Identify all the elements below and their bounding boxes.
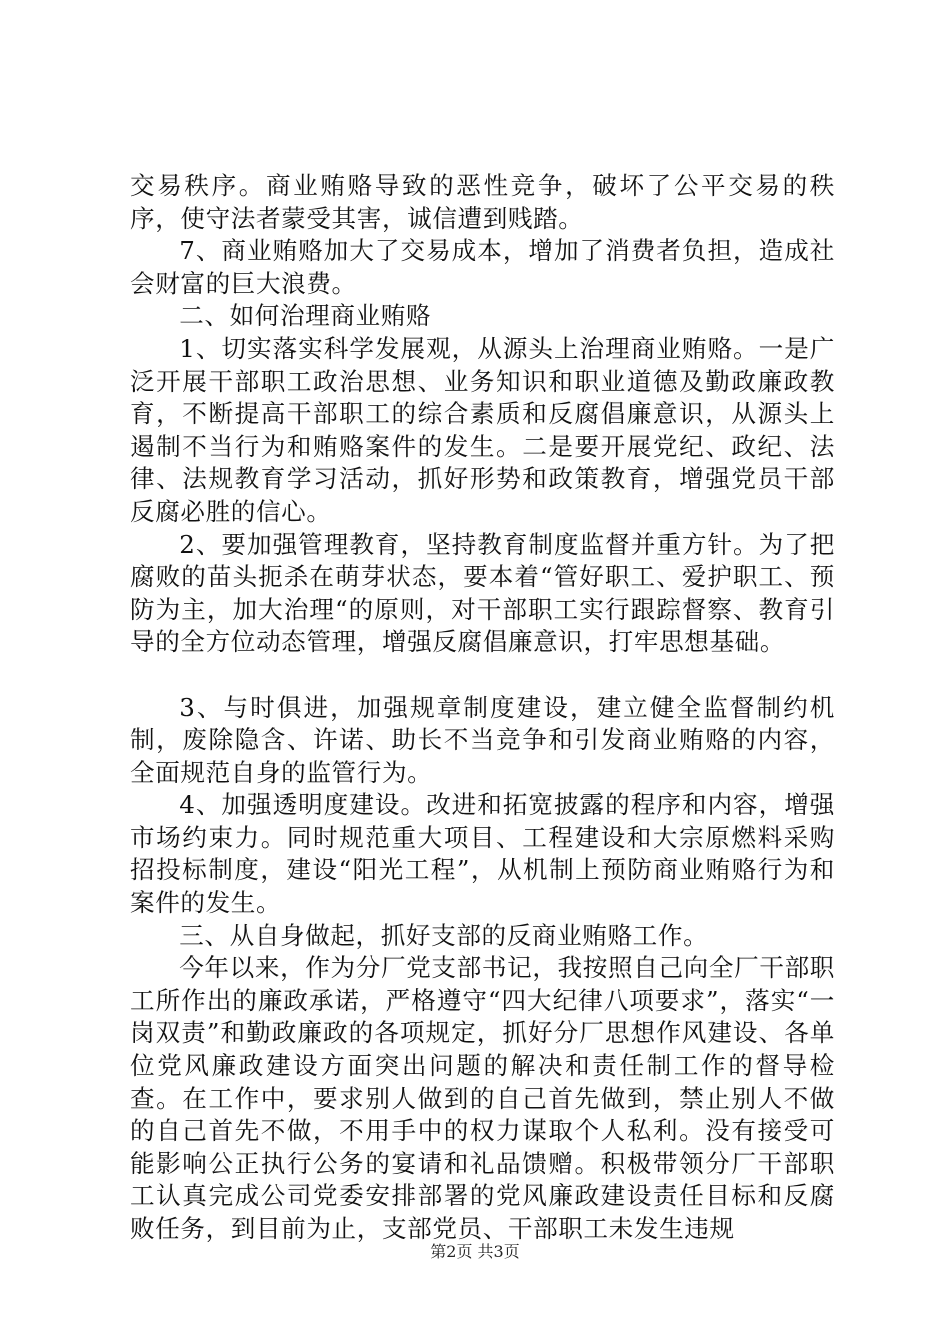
section-heading-3: 三、从自身做起，抓好支部的反商业贿赂工作。 <box>179 920 709 950</box>
document-body <box>130 170 835 1246</box>
paragraph-measure-1: 1、切实落实科学发展观，从源头上治理商业贿赂。一是广泛开展干部职工政治思想、业务知识和职业道德及勤政廉政教育，不断提高干部职工的综合素质和反腐倡廉意识，从源头上遏制不当行为和贿赂案件的发生。二是要开展党纪、政纪、法律、法规教育学习活动，抓好形势和政策教育，增强党员干部反腐必胜的信心。 <box>130 333 835 526</box>
paragraph-measure-2: 2、要加强管理教育，坚持教育制度监督并重方针。为了把腐败的苗头扼杀在萌芽状态，要本着“管好职工、爱护职工、预防为主，加大治理“的原则，对干部职工实行跟踪督察、教育引导的全方位动态管理，增强反腐倡廉意识，打牢思想基础。 <box>130 529 835 657</box>
page-number-footer: 第2页 共3页 <box>430 1242 520 1261</box>
paragraph-measure-4: 4、加强透明度建设。改进和拓宽披露的程序和内容，增强市场约束力。同时规范重大项目、工程建设和大宗原燃料采购招投标制度，建设“阳光工程”，从机制上预防商业贿赂行为和案件的发生。 <box>130 790 835 918</box>
paragraph-item-7: 7、商业贿赂加大了交易成本，增加了消费者负担，造成社会财富的巨大浪费。 <box>130 236 835 298</box>
paragraph-self-practice: 今年以来，作为分厂党支部书记，我按照自己向全厂干部职工所作出的廉政承诺，严格遵守“四大纪律八项要求”，落实“一岗双责”和勤政廉政的各项规定，抓好分厂思想作风建设、各单位党风廉政建设方面突出问题的解决和责任制工作的督导检查。在工作中，要求别人做到的自己首先做到，禁止别人不做的自己首先不做，不用手中的权力谋取个人私利。没有接受可能影响公正执行公务的宴请和礼品馈赠。积极带领分厂干部职工认真完成公司党委安排部署的党风廉政建设责任目标和反腐败任务，到目前为止，支部党员、干部职工未发生违规 <box>130 953 835 1243</box>
paragraph-measure-3: 3、与时俱进，加强规章制度建设，建立健全监督制约机制，废除隐含、许诺、助长不当竞争和引发商业贿赂的内容，全面规范自身的监管行为。 <box>130 692 835 787</box>
paragraph-continuation: 交易秩序。商业贿赂导致的恶性竞争，破坏了公平交易的秩序，使守法者蒙受其害，诚信遭到贱踏。 <box>130 171 835 233</box>
section-heading-2: 二、如何治理商业贿赂 <box>179 301 432 331</box>
